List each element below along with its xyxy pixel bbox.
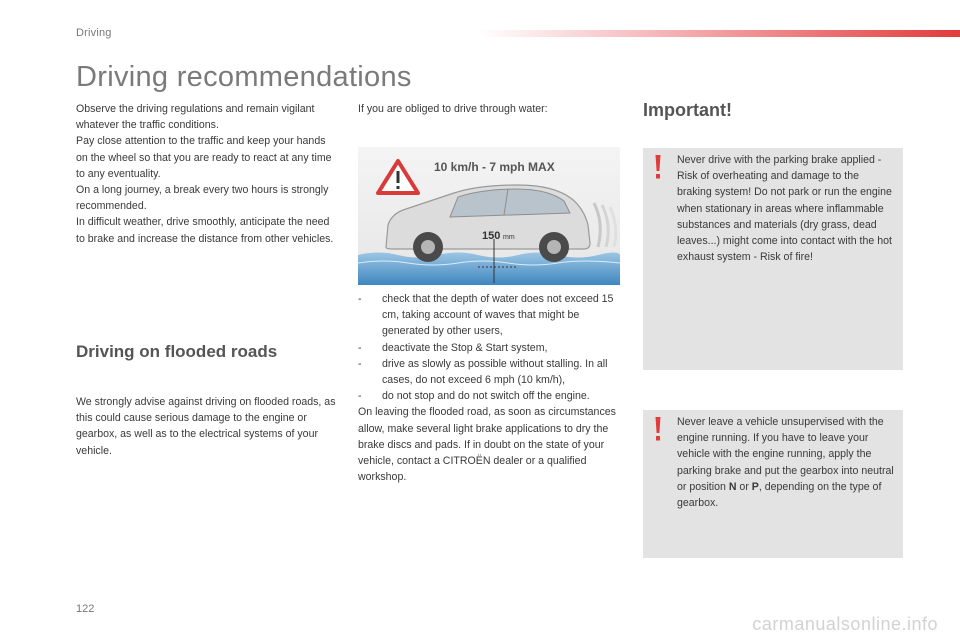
flooded-roads-heading: Driving on flooded roads — [76, 342, 278, 361]
list-item — [358, 388, 620, 404]
intro-paragraph: Observe the driving regulations and remain vigilant whatever the traffic conditions. — [76, 103, 315, 132]
header-accent-bar — [478, 30, 960, 37]
important-heading: Important! — [643, 100, 732, 120]
exclamation-icon — [653, 416, 663, 442]
water-intro-text: If you are obliged to drive through water: — [358, 103, 548, 115]
warning-box-parking-brake — [643, 148, 903, 370]
warning-text: Never drive with the parking brake applied - Risk of overheating and damage to the braking system! Do not park or run the engine when stationary in areas where inflammable substances and materials (dry grass, dead leaves...) might come into contact with the hot exhaust system - Risk of fire! — [677, 154, 892, 264]
warning-text — [677, 414, 895, 511]
intro-text — [76, 101, 338, 247]
intro-paragraph: Pay close attention to the traffic and keep your hands on the wheel so that you are ready to react at any time to any eventuality. — [76, 135, 332, 180]
section-label: Driving — [76, 27, 112, 39]
step-text: drive as slowly as possible without stalling. In all cases, do not exceed 6 mph (10 km/h), — [382, 357, 608, 387]
watermark: carmanualsonline.info — [752, 614, 938, 634]
warning-text-part: or — [736, 480, 752, 493]
gear-neutral: N — [728, 480, 737, 493]
exclamation-icon — [653, 154, 663, 180]
water-steps — [358, 291, 620, 485]
list-item — [358, 291, 620, 340]
step-text: deactivate the Stop & Start system, — [382, 341, 548, 354]
flooded-road-illustration — [358, 147, 620, 285]
steps-list — [358, 291, 620, 404]
list-marker: - — [358, 357, 362, 370]
page-title: Driving recommendations — [76, 61, 412, 93]
depth-value: 150 — [482, 230, 501, 242]
list-marker: - — [358, 390, 362, 403]
intro-paragraph: In difficult weather, drive smoothly, anticipate the need to brake and increase the distance from other vehicles. — [76, 216, 334, 245]
speed-limit-label: 10 km/h - 7 mph MAX — [434, 160, 555, 174]
page-number: 122 — [76, 603, 95, 615]
list-item — [358, 356, 620, 388]
list-marker: - — [358, 293, 362, 305]
warning-box-unsupervised — [643, 410, 903, 558]
after-flood-text: On leaving the flooded road, as soon as circumstances allow, make several light brake applications to dry the brake discs and pads. If in doubt on the state of your vehicle, contact a CITROËN dealer or a qualified workshop. — [358, 406, 616, 484]
step-text: do not stop and do not switch off the engine. — [382, 390, 590, 403]
list-item — [358, 340, 620, 356]
intro-paragraph: On a long journey, a break every two hours is strongly recommended. — [76, 184, 329, 213]
gear-park: P — [751, 480, 759, 493]
warning-text-part: Never leave a vehicle unsupervised with the engine running. If you have to leave your vehicle with the engine running, apply the parking brake and put the gearbox into neutral or position — [677, 416, 894, 493]
warning-text-part: , depending on the type of gearbox. — [677, 480, 882, 510]
depth-unit: mm — [503, 234, 515, 241]
flooded-roads-text: We strongly advise against driving on flooded roads, as this could cause serious damage to the engine or gearbox, as well as to the electrical systems of your vehicle. — [76, 396, 336, 457]
step-text: check that the depth of water does not exceed 15 cm, taking account of waves that might be generated by other users, — [382, 293, 614, 338]
list-marker: - — [358, 341, 362, 354]
